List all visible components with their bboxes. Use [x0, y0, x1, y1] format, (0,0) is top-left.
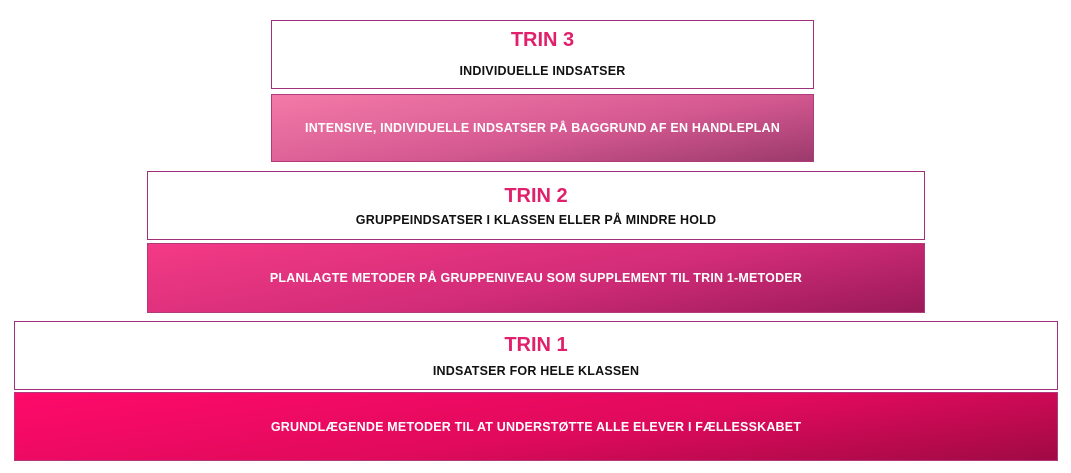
tier-2-subtitle: GRUPPEINDSATSER I KLASSEN ELLER PÅ MINDRE HOLD — [355, 212, 717, 227]
tier-1-description-band — [14, 392, 1058, 461]
tier-3-header — [271, 20, 814, 89]
tier-3-description-band — [271, 94, 814, 162]
tier-1-description: GRUNDLÆGENDE METODER TIL AT UNDERSTØTTE ALLE ELEVER I FÆLLESSKABET — [270, 419, 802, 434]
tier-2-description-band — [147, 243, 925, 313]
tier-3-subtitle: INDIVIDUELLE INDSATSER — [459, 64, 626, 78]
tier-3-description: INTENSIVE, INDIVIDUELLE INDSATSER PÅ BAGGRUND AF EN HANDLEPLAN — [305, 121, 780, 135]
tier-1-title: TRIN 1 — [504, 333, 568, 356]
tier-1-subtitle: INDSATSER FOR HELE KLASSEN — [432, 363, 640, 378]
tier-1-header — [14, 321, 1058, 390]
tier-2-title: TRIN 2 — [504, 184, 568, 207]
tier-2-description: PLANLAGTE METODER PÅ GRUPPENIVEAU SOM SUPPLEMENT TIL TRIN 1-METODER — [269, 271, 803, 285]
tier-3-title: TRIN 3 — [510, 29, 575, 51]
tier-2-header — [147, 171, 925, 240]
